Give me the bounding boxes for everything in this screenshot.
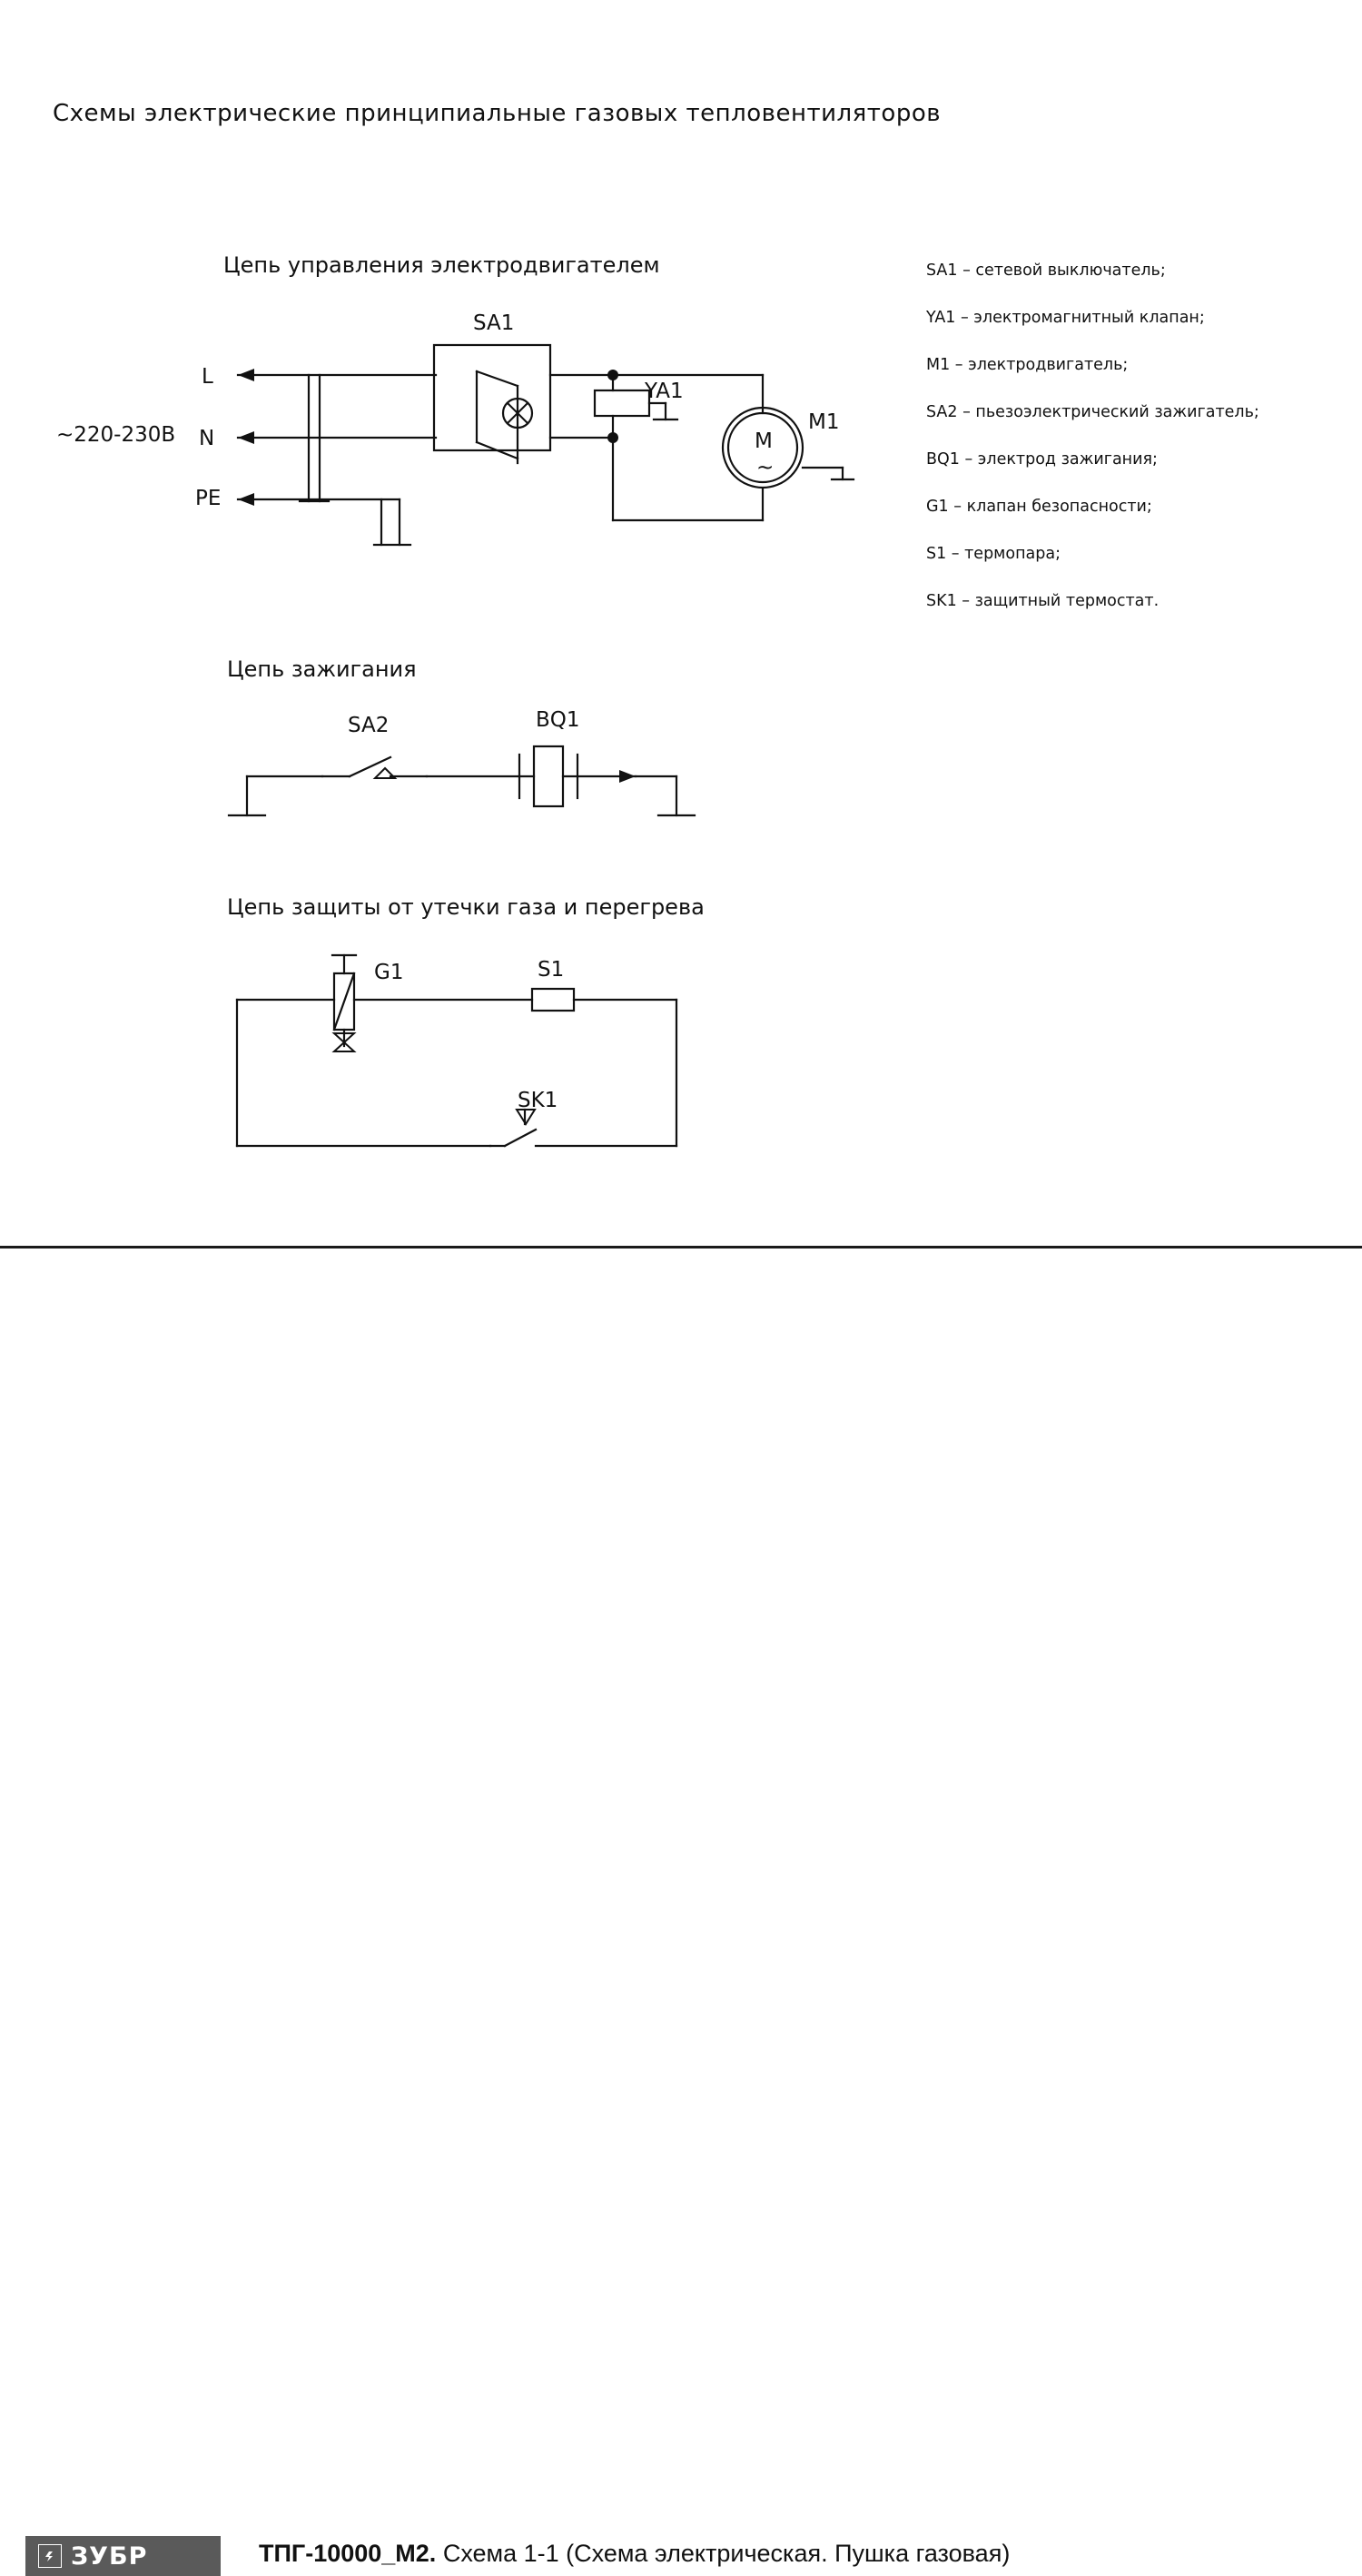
legend-item: BQ1 – электрод зажигания; bbox=[926, 450, 1158, 469]
footer-caption bbox=[259, 2540, 1010, 2568]
m1-outer-circle bbox=[723, 408, 803, 488]
terminal-label-l: L bbox=[202, 365, 213, 389]
legend-item: SA2 – пьезоэлектрический зажигатель; bbox=[926, 403, 1259, 421]
label-s1: S1 bbox=[538, 958, 565, 982]
sa2-switch bbox=[322, 757, 427, 778]
terminal-label-pe: PE bbox=[195, 487, 222, 510]
line-l bbox=[238, 369, 436, 381]
legend-list bbox=[926, 262, 1344, 639]
label-g1: G1 bbox=[374, 961, 404, 984]
page-title: Схемы электрические принципиальные газовых тепловентиляторов bbox=[53, 100, 942, 127]
bq1-electrode bbox=[427, 746, 636, 806]
legend-item: G1 – клапан безопасности; bbox=[926, 498, 1152, 516]
sa1-box bbox=[434, 345, 550, 450]
label-ya1: YA1 bbox=[645, 380, 684, 403]
protection-loop bbox=[237, 1000, 676, 1146]
legend-item: YA1 – электромагнитный клапан; bbox=[926, 309, 1205, 327]
g1-safety-valve bbox=[332, 955, 356, 1051]
brand-logo bbox=[25, 2536, 221, 2576]
legend-item: S1 – термопара; bbox=[926, 545, 1061, 563]
junction-node-top bbox=[607, 370, 618, 380]
m1-symbol-m: M bbox=[755, 429, 773, 453]
model-number: ТПГ-10000_М2. bbox=[259, 2540, 437, 2567]
label-sk1: SK1 bbox=[518, 1089, 558, 1112]
ignition-left-terminal bbox=[229, 776, 322, 815]
label-m1: M1 bbox=[808, 410, 840, 434]
ignition-right-terminal bbox=[636, 776, 695, 815]
legend-item: SA1 – сетевой выключатель; bbox=[926, 262, 1166, 280]
bus-links bbox=[300, 375, 400, 545]
section-title-ignition: Цепь зажигания bbox=[227, 656, 417, 682]
section-title-motor-control: Цепь управления электродвигателем bbox=[223, 252, 660, 278]
footer bbox=[0, 1249, 1362, 2571]
terminal-label-n: N bbox=[199, 427, 215, 450]
s1-thermocouple bbox=[532, 989, 574, 1011]
junction-node-bottom bbox=[607, 432, 618, 443]
m1-symbol-ac: ~ bbox=[756, 456, 775, 479]
ya1-coil bbox=[595, 390, 649, 416]
brand-logo-text: ЗУБР bbox=[71, 2541, 148, 2571]
legend-item: M1 – электродвигатель; bbox=[926, 356, 1129, 374]
sk1-thermostat bbox=[490, 1110, 536, 1146]
section-title-protection: Цепь защиты от утечки газа и перегрева bbox=[227, 894, 705, 920]
caption-text: Схема 1-1 (Схема электрическая. Пушка газовая) bbox=[442, 2540, 1011, 2567]
sa1-contacts bbox=[477, 371, 532, 463]
arrow-logo-icon bbox=[38, 2544, 62, 2568]
line-pe bbox=[238, 493, 400, 506]
legend-item: SK1 – защитный термостат. bbox=[926, 592, 1160, 610]
supply-voltage-label: ~220-230В bbox=[56, 423, 176, 447]
label-sa2: SA2 bbox=[348, 714, 390, 737]
m1-inner-circle bbox=[728, 413, 797, 482]
label-sa1: SA1 bbox=[473, 311, 515, 335]
label-bq1: BQ1 bbox=[536, 708, 580, 732]
line-n bbox=[238, 431, 436, 444]
